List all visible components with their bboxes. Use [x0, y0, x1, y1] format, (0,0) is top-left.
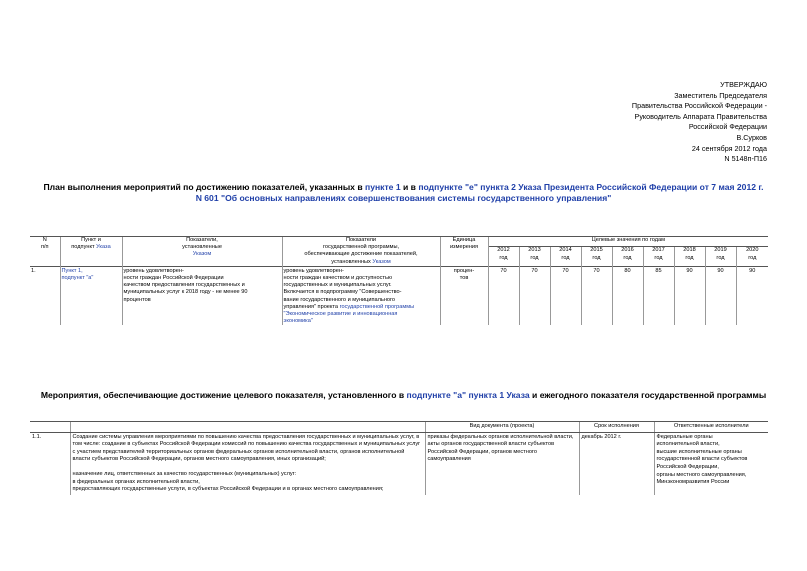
- header-col-number: [30, 422, 70, 433]
- row-value: 70: [550, 266, 581, 325]
- header-year: [643, 247, 674, 266]
- approval-line: N 5148п-П16: [724, 154, 767, 164]
- measures-table: [30, 421, 768, 495]
- row-value: 90: [705, 266, 736, 325]
- row-responsible: Федеральные органы исполнительной власти, высшие исполнительные органы государственной власти субъектов Российской Федерации, органы местного самоуправления, Минэкономразвития России: [654, 432, 768, 495]
- header-line: Показатели,: [186, 237, 218, 243]
- approval-line: В.Сурков: [736, 132, 767, 142]
- link-state-program[interactable]: государственной программы "Экономическое развитие и инновационная экономика": [283, 303, 415, 325]
- header-program-indicators: [282, 237, 440, 267]
- approval-line: Руководитель Аппарата Правительства: [634, 111, 767, 121]
- link-subpoint-a-point-1[interactable]: подпункте "а" пункта 1 Указа: [406, 390, 530, 400]
- row-unit: процен- тов: [440, 266, 488, 325]
- row-point: [60, 266, 122, 325]
- header-line: установленных: [331, 258, 373, 265]
- link-point-1[interactable]: пункте 1: [365, 182, 401, 192]
- header-line: государственной программы,: [322, 244, 400, 251]
- header-line: измерения: [449, 244, 479, 251]
- header-line: обеспечивающие достижение показателей,: [304, 251, 418, 258]
- measures-title-text: и ежегодного показателя государственной программы: [529, 390, 767, 400]
- header-point: [60, 237, 122, 267]
- header-col-document: Вид документа (проекта): [425, 422, 579, 433]
- year-word: год: [592, 254, 601, 261]
- row-program-indicator: [282, 266, 440, 325]
- year-word: год: [530, 254, 539, 261]
- plan-title-text: и в: [400, 182, 419, 192]
- year-word: год: [716, 254, 725, 261]
- row-indicator: уровень удовлетворен- ности граждан Российской Федерации качеством предоставления государственных и муниципальных услуг к 2018 году - не менее 90 процентов: [122, 266, 282, 325]
- approval-line: Правительства Российской Федерации -: [631, 101, 767, 111]
- header-year: [674, 247, 705, 266]
- header-line: установленные: [182, 244, 222, 251]
- header-year: [550, 247, 581, 266]
- header-year: [736, 247, 768, 266]
- approval-line: УТВЕРЖДАЮ: [720, 80, 767, 89]
- link-point-1[interactable]: Пункт 1,: [61, 267, 83, 274]
- link-decree-601[interactable]: подпункте "е" пункта 2 Указа Президента Российской Федерации от 7 мая 2012 г. N 601 "Об основных направлениях совершенствования системы государственного управления": [195, 182, 764, 204]
- measures-title: [40, 390, 767, 401]
- header-point-line: подпункт: [71, 244, 97, 251]
- year-word: год: [654, 254, 663, 261]
- header-point-line: Пункт и: [81, 237, 101, 243]
- header-col-activity: [70, 422, 425, 433]
- year-value: 2012: [497, 247, 510, 254]
- header-line: Единица: [452, 237, 476, 243]
- indicators-table: [30, 236, 768, 325]
- header-year: [705, 247, 736, 266]
- approval-line: Российской Федерации: [688, 122, 767, 132]
- link-decree[interactable]: Указом: [192, 251, 212, 258]
- approval-block: [632, 80, 767, 165]
- year-value: 2020: [746, 247, 759, 254]
- link-subpoint-a[interactable]: подпункт "а": [61, 275, 94, 282]
- row-number: 1.1.: [32, 433, 42, 440]
- measures-title-text: Мероприятия, обеспечивающие достижение целевого показателя, установленного в: [40, 390, 407, 400]
- header-indicators: [122, 237, 282, 267]
- header-col-deadline: Срок исполнения: [579, 422, 654, 433]
- year-value: 2016: [621, 247, 634, 254]
- link-decree[interactable]: Указом: [372, 258, 391, 265]
- year-word: год: [499, 254, 508, 261]
- row-program-text: уровень удовлетворен- ности граждан качеством и доступностью государственных и муниципальных услуг. Включается в подпрограмму "Совершенство- вание государственного и муниципального управления" проекта: [283, 267, 402, 310]
- approval-line: 24 сентября 2012 года: [691, 143, 767, 153]
- row-value: 70: [488, 266, 519, 325]
- table-row: [30, 266, 768, 325]
- table-row: [30, 432, 768, 495]
- plan-title-text: План выполнения мероприятий по достижению показателей, указанных в: [43, 182, 365, 192]
- year-word: год: [561, 254, 570, 261]
- year-value: 2015: [590, 247, 603, 254]
- header-number: [30, 237, 60, 267]
- year-value: 2019: [714, 247, 727, 254]
- activity-paragraph: Создание системы управления мероприятиями по повышению качества предоставления государственных и муниципальных услуг, в том числе: создание в субъектах Российской Федерации комиссий по повышению качества государственных и муниципальных услуг с участием представителей территориальных органов федеральных органов исполнительной власти, органов исполнительной власти субъектов Российской Федерации, органов местного самоуправления, иных организаций;: [72, 433, 421, 463]
- row-value: 90: [736, 266, 768, 325]
- year-word: год: [623, 254, 632, 261]
- header-col-responsible: Ответственные исполнители: [654, 422, 768, 433]
- year-value: 2018: [683, 247, 696, 254]
- year-value: 2014: [559, 247, 572, 254]
- activity-paragraph: предоставляющих государственные услуги, в субъектах Российской Федерации и в органах местного самоуправления;: [72, 486, 384, 493]
- row-value: 85: [643, 266, 674, 325]
- row-deadline: декабрь 2012 г.: [579, 432, 654, 495]
- plan-title: [40, 182, 767, 205]
- approval-line: Заместитель Председателя: [674, 90, 767, 100]
- row-value: 70: [519, 266, 550, 325]
- row-value: 90: [674, 266, 705, 325]
- header-pp: п/п: [40, 244, 49, 251]
- header-unit: [440, 237, 488, 267]
- row-value: 80: [612, 266, 643, 325]
- row-activity: [70, 432, 425, 495]
- header-year: [519, 247, 550, 266]
- header-n: N: [42, 237, 47, 243]
- year-value: 2017: [652, 247, 665, 254]
- header-line: Показатели: [345, 237, 377, 243]
- header-year: [581, 247, 612, 266]
- year-word: год: [748, 254, 757, 261]
- row-number: 1.: [30, 266, 60, 325]
- activity-paragraph: назначение лиц, ответственных за качество государственных (муниципальных) услуг:: [72, 470, 297, 477]
- header-year: [612, 247, 643, 266]
- year-value: 2013: [528, 247, 541, 254]
- row-document: приказы федеральных органов исполнительной власти, акты органов государственной власти субъектов Российской Федерации, органов местного самоуправления: [425, 432, 579, 495]
- header-target-values: Целевые значения по годам: [488, 237, 768, 247]
- row-value: 70: [581, 266, 612, 325]
- link-decree[interactable]: Указа: [96, 244, 111, 251]
- header-year: [488, 247, 519, 266]
- year-word: год: [685, 254, 694, 261]
- activity-paragraph: в федеральных органах исполнительной власти,: [72, 478, 200, 485]
